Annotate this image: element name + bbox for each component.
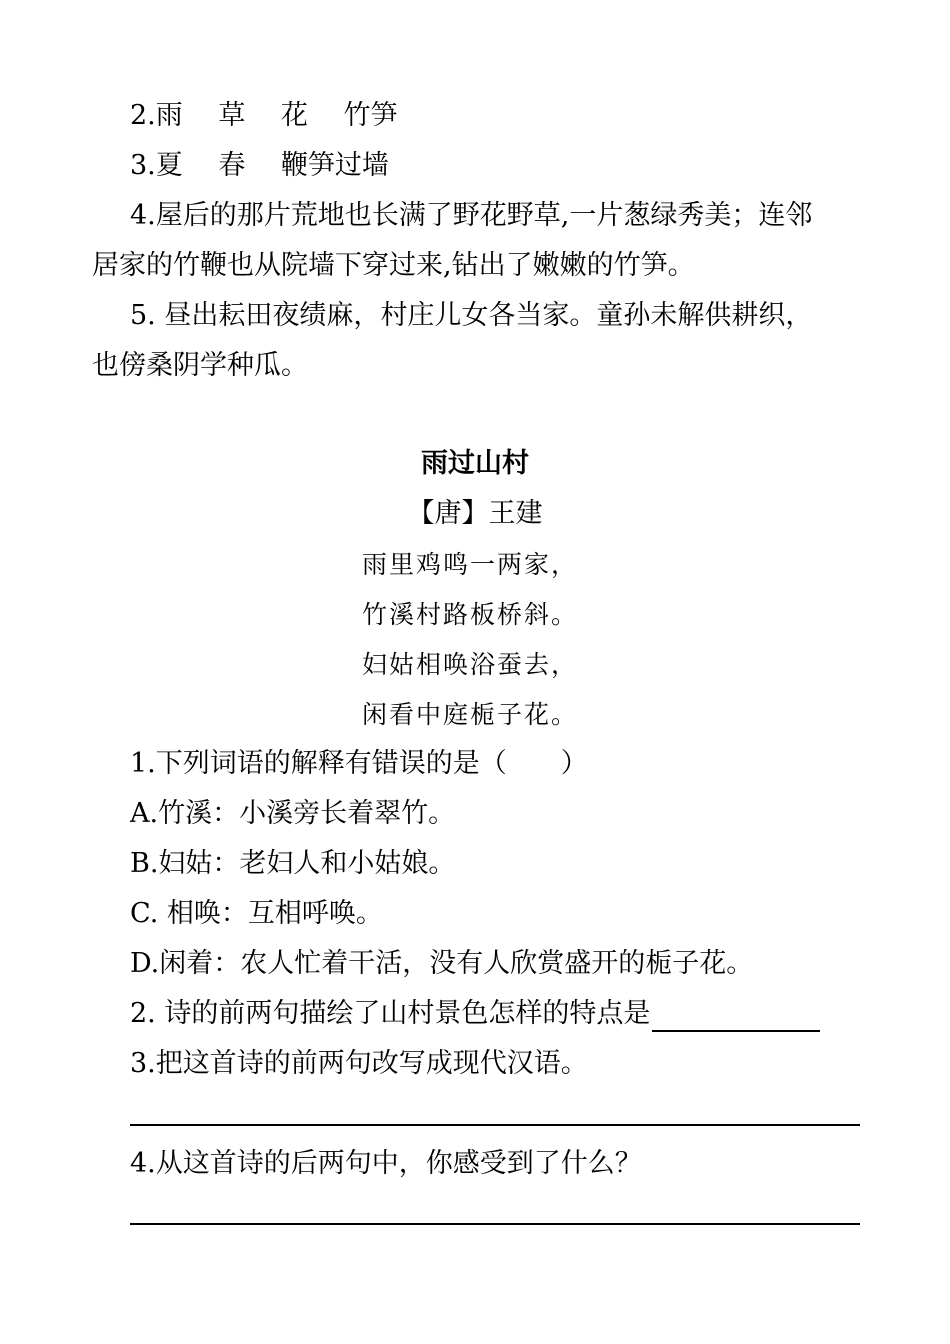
answer-5-line-1: 5. 昼出耘田夜绩麻，村庄儿女各当家。童孙未解供耕织，: [130, 300, 813, 331]
question-3: 3.把这首诗的前两句改写成现代汉语。: [130, 1048, 588, 1079]
answer-4-line-2: 居家的竹鞭也从院墙下穿过来,钻出了嫩嫩的竹笋。: [92, 250, 695, 281]
poem-line-1: 雨里鸡鸣一两家，: [362, 550, 579, 579]
answer-2: 2.雨 草 花 竹笋: [130, 100, 398, 131]
answer-line-q4[interactable]: [130, 1223, 860, 1225]
question-4: 4.从这首诗的后两句中，你感受到了什么？: [130, 1148, 642, 1179]
option-a: A.竹溪：小溪旁长着翠竹。: [130, 798, 456, 829]
question-2: [130, 996, 820, 1032]
answer-line-q3[interactable]: [130, 1124, 860, 1126]
answer-5-line-2: 也傍桑阴学种瓜。: [92, 350, 308, 381]
option-c: C. 相唤：互相呼唤。: [130, 898, 383, 929]
poem-line-3: 妇姑相唤浴蚕去，: [362, 650, 579, 679]
poem-author: 【唐】王建: [407, 498, 543, 529]
question-2-text: 2. 诗的前两句描绘了山村景色怎样的特点是: [130, 998, 651, 1029]
answer-4-line-1: 4.屋后的那片荒地也长满了野花野草,一片葱绿秀美；连邻: [130, 200, 813, 231]
option-d: D.闲着：农人忙着干活，没有人欣赏盛开的栀子花。: [130, 948, 754, 979]
poem-line-4: 闲看中庭栀子花。: [362, 700, 579, 729]
question-1: 1.下列词语的解释有错误的是（ ）: [130, 748, 588, 779]
poem-line-2: 竹溪村路板桥斜。: [362, 600, 579, 629]
option-b: B.妇姑：老妇人和小姑娘。: [130, 848, 456, 879]
answer-blank-q2[interactable]: [652, 1002, 820, 1032]
poem-title: 雨过山村: [421, 448, 529, 479]
answer-3: 3.夏 春 鞭笋过墙: [130, 150, 389, 181]
